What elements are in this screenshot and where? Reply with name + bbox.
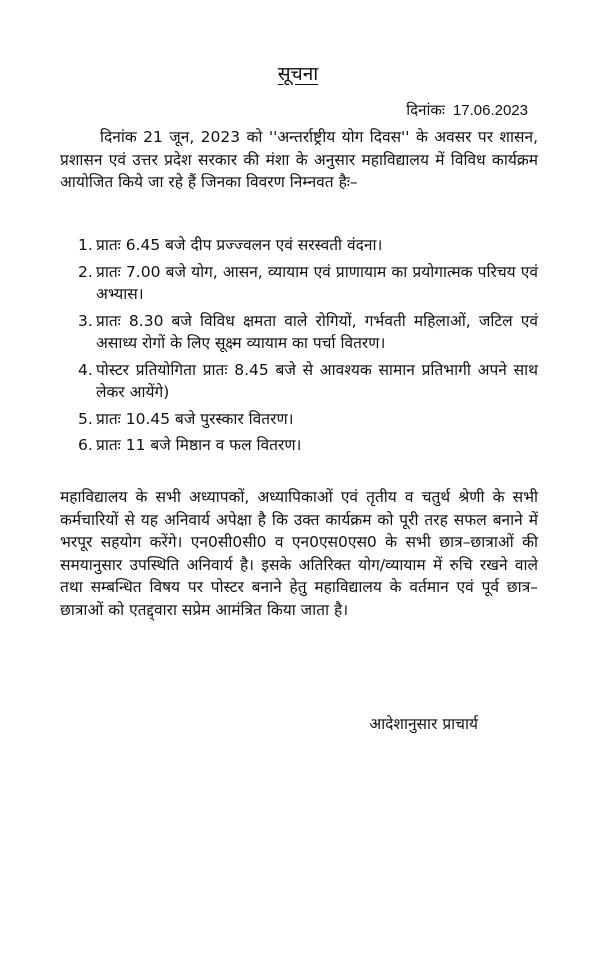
list-item	[78, 261, 538, 306]
list-item-number: 5.	[78, 409, 93, 428]
date-value: 17.06.2023	[452, 102, 528, 119]
list-item-text: प्रातः 6.45 बजे दीप प्रज्ज्वलन एवं सरस्वती वंदना।	[96, 236, 383, 254]
list-item-number: 1.	[78, 236, 93, 254]
list-item-number: 6.	[78, 436, 93, 454]
notice-date	[406, 100, 528, 120]
list-item	[78, 359, 538, 404]
list-item	[78, 408, 538, 431]
list-item-text: प्रातः 11 बजे मिष्ठान व फल वितरण।	[96, 436, 302, 454]
list-item-text: प्रातः 7.00 बजे योग, आसन, व्यायाम एवं प्राणायाम का प्रयोगात्मक परिचय एवं अभ्यास।	[96, 262, 538, 303]
signature: आदेशानुसार प्राचार्य	[369, 715, 478, 733]
notice-title: सूचना	[277, 63, 319, 85]
list-item-number: 4.	[78, 360, 93, 379]
list-item	[78, 434, 538, 457]
list-item-text: पोस्टर प्रतियोगिता प्रातः 8.45 बजे से आवश्यक सामान प्रतिभागी अपने साथ लेकर आयेंगे)	[96, 360, 538, 401]
date-label: दिनांकः	[406, 101, 445, 119]
body-paragraph: महाविद्यालय के सभी अध्यापकों, अध्यापिकाओं एवं तृतीय व चतुर्थ श्रेणी के सभी कर्मचारियों से यह अनिवार्य अपेक्षा है कि उक्त कार्यक्रम को पूरी तरह सफल बनाने में भरपूर सहयोग करेंगे। एन0सी0सी0 व एन0एस0एस0 के सभी छात्र–छात्राओं की समयानुसार उपस्थिति अनिवार्य है। इसके अतिरिक्त योग/व्यायाम में रुचि रखने वाले तथा सम्बन्धित विषय पर पोस्टर बनाने हेतु महाविद्यालय के वर्तमान एवं पूर्व छात्र–छात्राओं को एतद्द्वारा सप्रेम आमंत्रित किया जाता है।	[60, 488, 538, 619]
list-item	[78, 310, 538, 355]
list-item-text: प्रातः 8.30 बजे विविध क्षमता वाले रोगियों, गर्भवती महिलाओं, जटिल एवं असाध्य रोगों के लिए सूक्ष्म व्यायाम का पर्चा वितरण।	[96, 311, 538, 352]
list-item-number: 3.	[78, 311, 93, 330]
list-item-text: प्रातः 10.45 बजे पुरस्कार वितरण।	[96, 409, 294, 428]
intro-paragraph: दिनांक 21 जून, 2023 को ''अन्तर्राष्ट्रीय योग दिवस'' के अवसर पर शासन, प्रशासन एवं उत्तर प्रदेश सरकार की मंशा के अनुसार महाविद्यालय में विविध कार्यक्रम आयोजित किये जा रहे हैं जिनका विवरण निम्नवत हैः–	[60, 128, 538, 191]
list-item-number: 2.	[78, 262, 93, 281]
list-item	[78, 234, 538, 257]
program-list	[78, 234, 538, 461]
